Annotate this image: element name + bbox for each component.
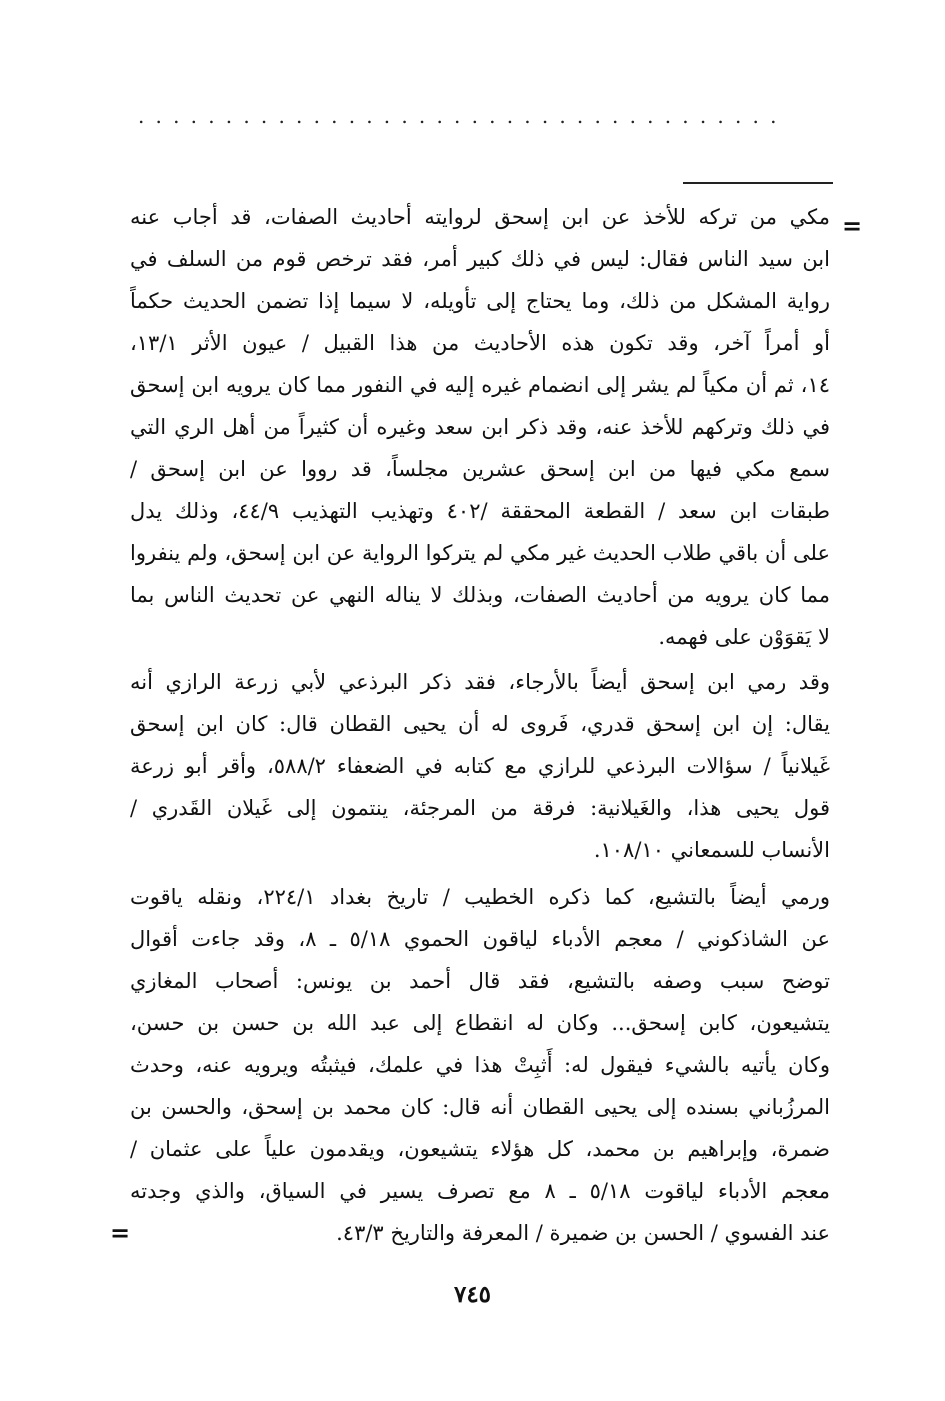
footnote-line: أو أمراً آخر، وقد تكون هذه الأحاديث من هذا القبيل / عيون الأثر ١٣/١، xyxy=(130,331,830,355)
footnote-line: سمع مكي فيها من ابن إسحق عشرين مجلساً، قد رووا عن ابن إسحق / xyxy=(130,457,830,481)
footnote-paragraph-2 xyxy=(130,661,830,871)
footnote-line: طبقات ابن سعد / القطعة المحققة /٤٠٢ وتهذيب التهذيب ٤٤/٩، وذلك يدل xyxy=(130,499,830,523)
footnote-line: وقد رمي ابن إسحق أيضاً بالأرجاء، فقد ذكر البرذعي لأبي زرعة الرازي أنه xyxy=(130,670,830,694)
footnote-line: يتشيعون، كابن إسحق... وكان له انقطاع إلى عبد الله بن حسن بن حسن، xyxy=(130,1011,830,1035)
footnote-line: لا يَقوَوْن على فهمه. xyxy=(658,625,830,649)
footnote-line: مكي من تركه للأخذ عن ابن إسحق لروايته أحاديث الصفات، قد أجاب عنه xyxy=(130,205,830,229)
footnote-line: المرزُباني بسنده إلى يحيى القطان أنه قال: كان محمد بن إسحق، والحسن بن xyxy=(130,1095,830,1119)
footnote-paragraph-3 xyxy=(130,876,830,1254)
continuation-mark-bottom: = xyxy=(110,1219,131,1247)
footnote-line: رواية المشكل من ذلك، وما يحتاج إلى تأويله، لا سيما إذا تضمن الحديث حكماً xyxy=(130,289,830,313)
footnote-line: ابن سيد الناس فقال: ليس في ذلك كبير أمر، فقد ترخص قوم من السلف في xyxy=(130,247,830,271)
continuation-mark-top: = xyxy=(842,212,863,240)
footnote-line: الأنساب للسمعاني ١٠٨/١٠. xyxy=(593,838,830,862)
footnote-line: قول يحيى هذا، والغَيلانية: فرقة من المرجئة، ينتمون إلى غَيلان القَدري / xyxy=(130,796,830,820)
footnote-line: عن الشاذكوني / معجم الأدباء لياقون الحموي ٥/١٨ ـ ٨، وقد جاءت أقوال xyxy=(130,927,830,951)
footnote-line: ضمرة، وإبراهيم بن محمد، كل هؤلاء يتشيعون، ويقدمون علياً على عثمان / xyxy=(130,1137,830,1161)
footnote-line: عند الفسوي / الحسن بن ضميرة / المعرفة والتاريخ ٤٣/٣. xyxy=(336,1221,830,1245)
footnote-paragraph-1 xyxy=(130,196,830,658)
footnote-line: غَيلانياً / سؤالات البرذعي للرازي مع كتابه في الضعفاء ٥٨٨/٢، وأقر أبو زرعة xyxy=(130,754,830,778)
dotted-separator: ..................................... xyxy=(138,106,788,126)
footnote-line: ١٤، ثم أن مكياً لم يشر إلى انضمام غيره إليه في النفور مما كان يرويه ابن إسحق xyxy=(130,373,830,397)
footnote-line: ورمي أيضاً بالتشيع، كما ذكره الخطيب / تاريخ بغداد ٢٢٤/١، ونقله ياقوت xyxy=(130,885,830,909)
footnote-line: مما كان يرويه من أحاديث الصفات، وبذلك لا يناله النهي عن تحديث الناس بما xyxy=(130,583,830,607)
footnote-line: معجم الأدباء لياقوت ٥/١٨ ـ ٨ مع تصرف يسير في السياق، والذي وجدته xyxy=(130,1179,830,1203)
footnote-line: يقال: إن ابن إسحق قدري، فَروى له أن يحيى القطان قال: كان ابن إسحق xyxy=(130,712,830,736)
footnote-line: وكان يأتيه بالشيء فيقول له: أَثبِتْ هذا في علمك، فيثبتُه ويرويه عنه، وحدث xyxy=(130,1053,830,1077)
footnote-line: في ذلك وتركهم للأخذ عنه، وقد ذكر ابن سعد وغيره أن كثيراً من أهل الري التي xyxy=(130,415,830,439)
footnote-line: على أن باقي طلاب الحديث غير مكي لم يتركوا الرواية عن ابن إسحق، ولم ينفروا xyxy=(130,541,830,565)
page-number: ٧٤٥ xyxy=(453,1281,492,1308)
footnote-rule xyxy=(683,182,833,184)
footnote-line: توضح سبب وصفه بالتشيع، فقد قال أحمد بن يونس: أصحاب المغازي xyxy=(130,969,830,993)
